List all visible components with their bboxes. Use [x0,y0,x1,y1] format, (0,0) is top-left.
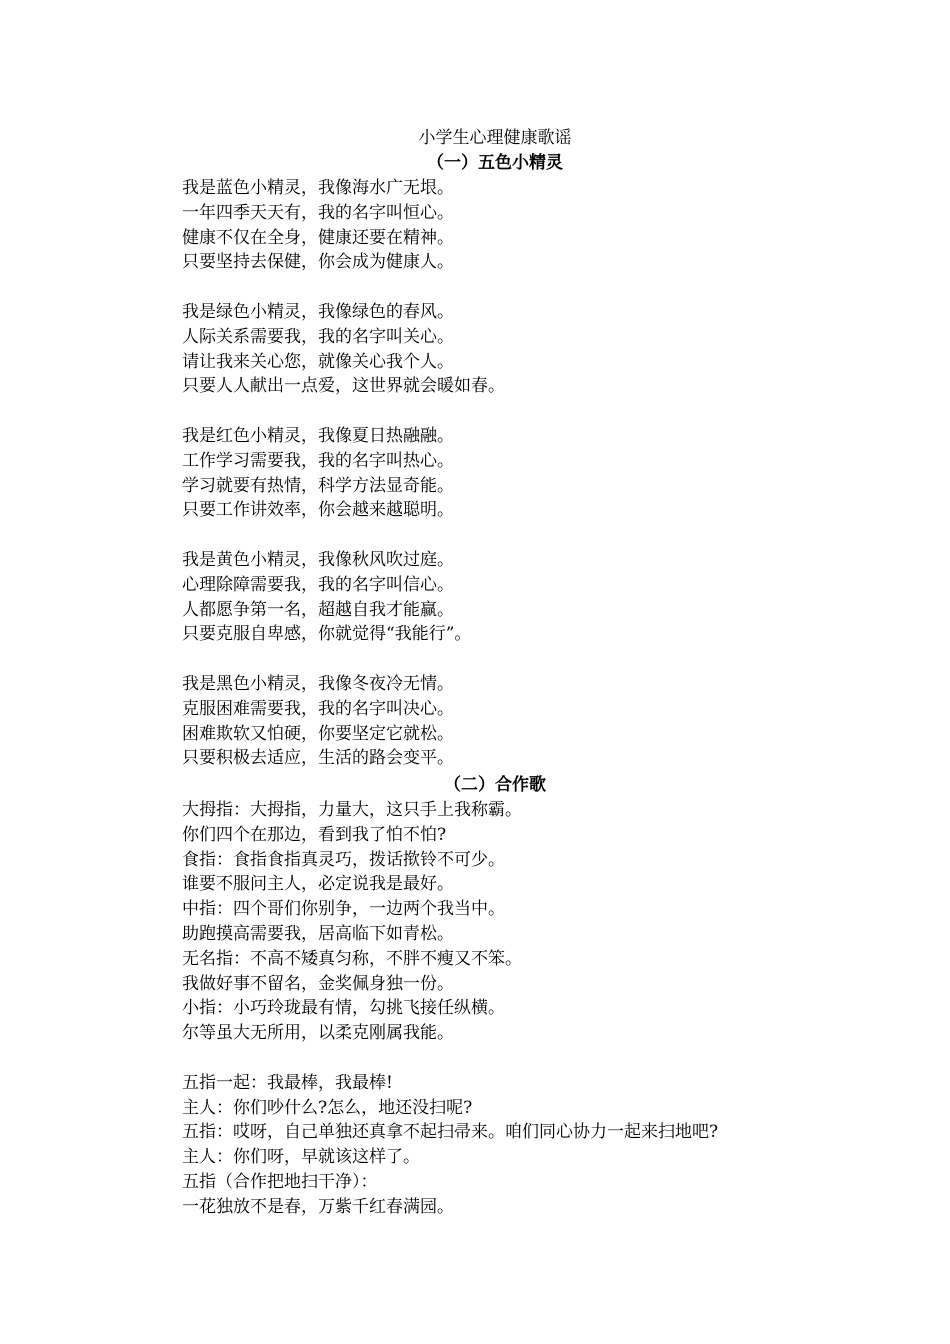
dialogue-line: 助跑摸高需要我，居高临下如青松。 [182,923,454,944]
dialogue-line: 大拇指：大拇指，力量大，这只手上我称霸。 [182,800,522,820]
cooperation-dialogue [182,1071,922,1220]
poem-line: 心理除障需要我，我的名字叫信心。 [182,574,454,595]
poem-line: 我是红色小精灵，我像夏日热融融。 [182,425,454,446]
poem-line: 只要克服自卑感，你就觉得“我能行”。 [182,624,472,645]
poem-line: 我是黑色小精灵，我像冬夜冷无情。 [182,673,454,694]
poem-line: 只要工作讲效率，你会越来越聪明。 [182,500,454,521]
dialogue-line: 小指：小巧玲珑最有情，勾挑飞接任纵横。 [182,998,505,1019]
dialogue-line: 五指一起：我最棒，我最棒! [182,1072,393,1093]
dialogue-line: 尔等虽大无所用，以柔克刚属我能。 [182,1023,454,1044]
dialogue-line: 主人：你们呀，早就该这样了。 [182,1147,420,1168]
poem-line: 工作学习需要我，我的名字叫热心。 [182,450,454,471]
poem-line: 请让我来关心您，就像关心我个人。 [182,351,454,372]
document-title: 小学生心理健康歌谣 [418,128,572,148]
poem-line: 一年四季天天有，我的名字叫恒心。 [182,202,454,223]
poem-line: 只要积极去适应，生活的路会变平。 [182,748,454,769]
poem-line: 人都愿争第一名，超越自我才能赢。 [182,599,454,620]
section2-body [182,798,922,1220]
dialogue-line: 主人：你们吵什么?怎么，地还没扫呢? [182,1097,473,1118]
dialogue-line: 一花独放不是春，万紫千红春满园。 [182,1196,454,1217]
stanza-black [182,672,922,771]
poem-line: 困难欺软又怕硬，你要坚定它就松。 [182,723,454,744]
dialogue-line: 无名指：不高不矮真匀称，不胖不瘦又不笨。 [182,948,522,969]
poem-line: 我是绿色小精灵，我像绿色的春风。 [182,301,454,322]
poem-line: 只要人人献出一点爱，这世界就会暖如春。 [182,376,505,397]
section2-heading: （二）合作歌 [444,775,546,795]
dialogue-line: 食指：食指食指真灵巧，拨话揿铃不可少。 [182,849,505,870]
dialogue-line: 我做好事不留名，金奖佩身独一份。 [182,973,454,994]
stanza-green [182,300,922,399]
dialogue-line: 谁要不服问主人，必定说我是最好。 [182,874,454,895]
section1-heading: （一）五色小精灵 [427,153,563,173]
dialogue-line: 五指（合作把地扫干净）： [182,1171,378,1192]
dialogue-line: 中指：四个哥们你别争，一边两个我当中。 [182,899,505,920]
poem-line: 我是蓝色小精灵，我像海水广无垠。 [182,178,454,198]
poem-line: 学习就要有热情，科学方法显奇能。 [182,475,454,496]
fingers-dialogue [182,798,922,1046]
poem-line: 克服困难需要我，我的名字叫决心。 [182,698,454,719]
stanza-yellow [182,548,922,647]
dialogue-line: 五指：哎呀，自己单独还真拿不起扫帚来。咱们同心协力一起来扫地吧? [182,1122,719,1143]
poem-line: 人际关系需要我，我的名字叫关心。 [182,326,454,347]
stanza-blue [182,176,922,275]
dialogue-line: 你们四个在那边，看到我了怕不怕? [182,824,447,845]
poem-line: 健康不仅在全身，健康还要在精神。 [182,227,454,248]
stanza-red [182,424,922,523]
poem-line: 我是黄色小精灵，我像秋风吹过庭。 [182,549,454,570]
poem-line: 只要坚持去保健，你会成为健康人。 [182,252,454,273]
section1-body [182,176,922,771]
